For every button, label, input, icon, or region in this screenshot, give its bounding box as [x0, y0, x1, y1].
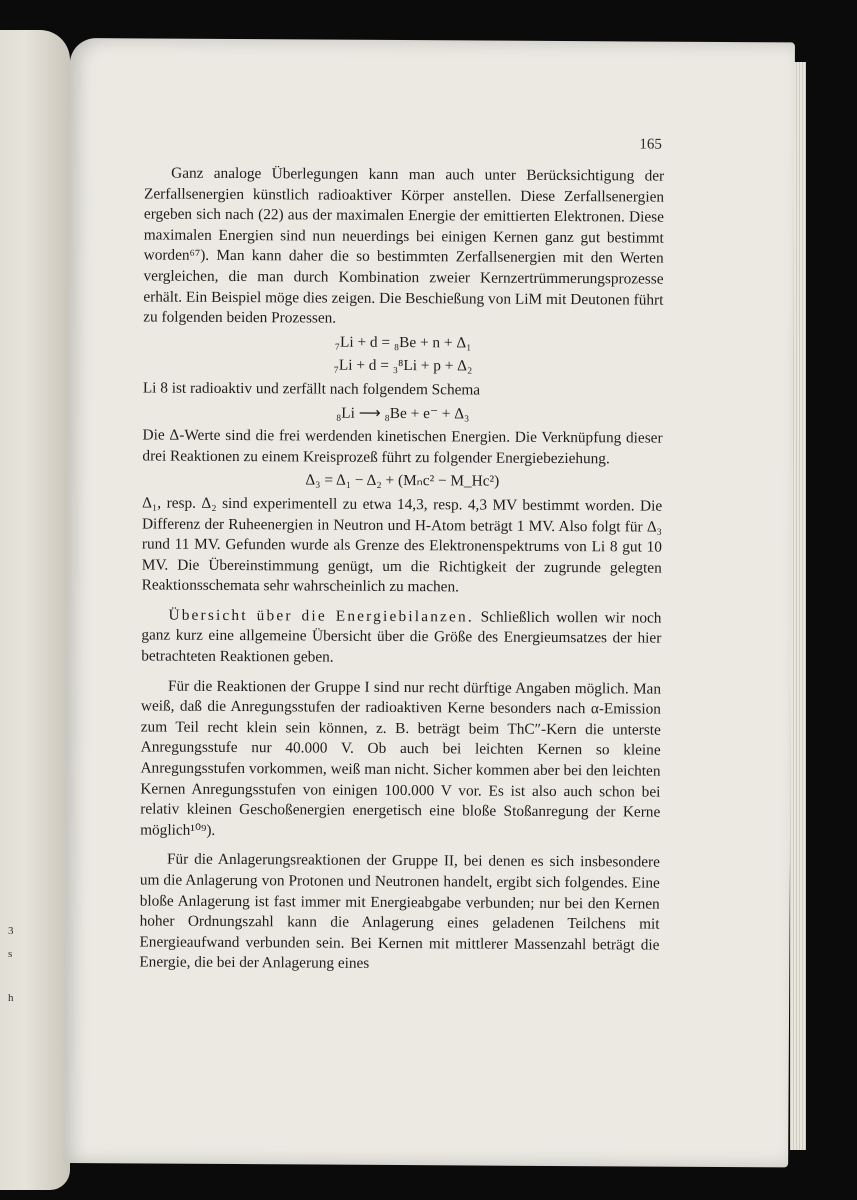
paragraph	[141, 605, 661, 670]
equation: Δ₃ = Δ₁ − Δ₂ + (Mₙc² − M_Hc²)	[305, 471, 500, 490]
edge-mark: h	[8, 992, 14, 1004]
left-page-edge	[0, 30, 70, 1190]
paragraph: Li 8 ist radioaktiv und zerfällt nach folgendem Schema	[142, 379, 481, 399]
book-page	[63, 38, 795, 1167]
page-body	[139, 163, 664, 976]
paragraph: Ganz analoge Überlegungen kann man auch unter Berücksichtigung der Zerfallsenergien künstlich radioaktiver Körper anstellen. Diese Zerfallsenergien ergeben sich nach (22) aus der maximalen Energie der emittierten Elektronen. Diese maximalen Energien sind nun neuerdings bei einigen Kernen ganz gut bestimmt worden⁶⁷). Man kann daher die so bestimmten Zerfallsenergien mit den Werten vergleichen, die man durch Kombination zweier Kernzertrümmerungsprozesse erhält. Ein Beispiel möge dies zeigen. Die Beschießung von LiM mit Deutonen führt zu folgenden beiden Prozessen.	[143, 164, 665, 327]
paragraph-text: Schließlich wollen wir noch ganz kurz eine allgemeine Übersicht über die Größe des Energieumsatzes der hier betrachteten Reaktionen geben.	[141, 608, 662, 666]
paragraph: Δ₁, resp. Δ₂ sind experimentell zu etwa 14,3, resp. 4,3 MV bestimmt worden. Die Differenz der Ruheenergien in Neutron und H-Atom beträgt 1 MV. Also folgt für Δ₃ rund 11 MV. Gefunden wurde als Grenze des Elektronenspektrums von Li 8 gut 10 MV. Die Übereinstimmung genügt, um die Richtigkeit der zugrunde gelegten Reaktionsschemata sehr wahrscheinlich zu machen.	[141, 494, 663, 596]
edge-mark: s	[8, 948, 13, 960]
equation: ₈Li ⟶ ₈Be + e⁻ + Δ₃	[335, 404, 470, 422]
equation: ₇Li + d = ₈Be + n + Δ₁	[334, 333, 472, 352]
paragraph: Für die Reaktionen der Gruppe I sind nur recht dürftige Angaben möglich. Man weiß, daß die Anregungsstufen der radioaktiven Kerne besonders nach α-Emission zum Teil recht klein sein können, z. B. beträgt beim ThC″-Kern die unterste Anregungsstufe nur 40.000 V. Ob auch bei leichten Kernen so kleine Anregungsstufen vorkommen, weiß man nicht. Sicher kommen aber bei den leichten Kernen Anregungsstufen von einigen 100.000 V vor. Es ist also auch schon bei relativ kleinen Geschoßenergien energetisch eine bloße Stoßanregung der Kerne möglich¹⁰⁹).	[140, 677, 662, 839]
paragraph: Die Δ-Werte sind die frei werdenden kinetischen Energien. Die Verknüpfung dieser drei Reaktionen zu einem Kreisprozeß führt zu folgender Energiebeziehung.	[142, 426, 663, 468]
edge-mark: 3	[8, 925, 14, 937]
equation: ₇Li + d = ₃⁸Li + p + Δ₂	[333, 356, 473, 375]
section-heading: Übersicht über die Energiebilanzen.	[168, 606, 474, 626]
paragraph: Für die Anlagerungsreaktionen der Gruppe II, bei denen es sich insbesondere um die Anlagerung von Protonen und Neutronen handelt, ergibt sich folgendes. Eine bloße Anlagerung ist fast immer mit Energieabgabe verbunden; nur bei den Kernen hoher Ordnungszahl kann die Anlagerung eines geladenen Teilchens mit Energieaufwand verbunden sein. Bei Kernen mit mittlerer Massenzahl beträgt die Energie, die bei der Anlagerung eines	[139, 851, 661, 973]
page-number: 165	[639, 136, 662, 153]
